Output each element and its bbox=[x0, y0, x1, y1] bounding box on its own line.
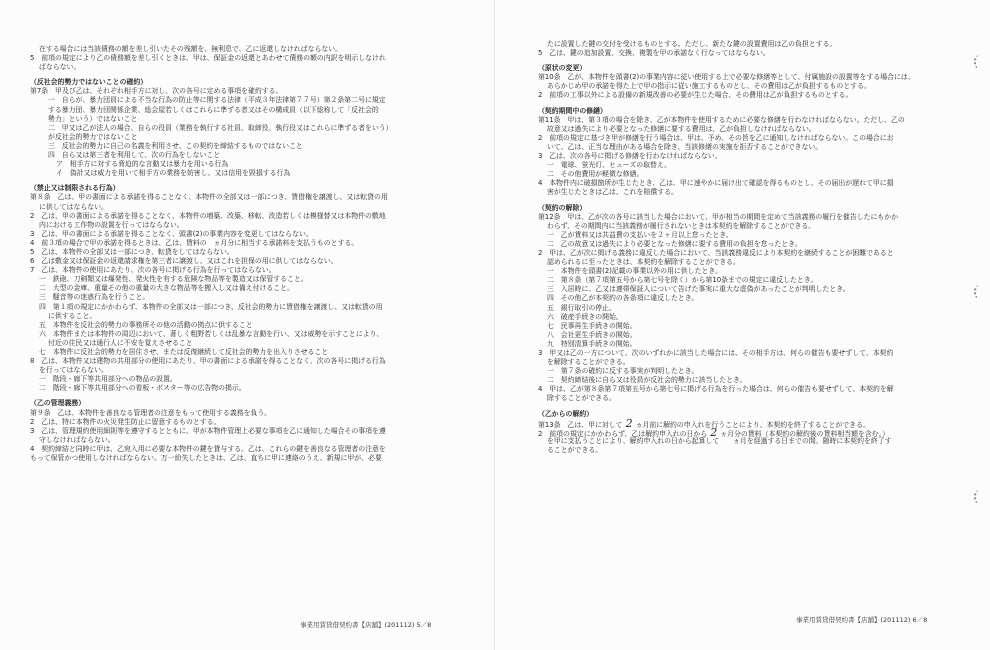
contract-text-line: ることができる。 bbox=[547, 445, 603, 454]
section-heading: （禁止又は制限される行為） bbox=[30, 184, 120, 193]
contract-text-line: 二 契約締結後に自ら又は役員が反社会的勢力に該当したとき。 bbox=[547, 376, 747, 385]
section-heading: （原状の変更） bbox=[538, 64, 587, 73]
contract-text-line: 一 本物件を頭書(2)記載の事業以外の用に供したとき。 bbox=[547, 267, 722, 276]
contract-text-line: 四 その他乙が本契約の各条項に違反したとき。 bbox=[547, 294, 699, 303]
article-13-line-1-pre: 第13条 乙は、甲に対して bbox=[538, 420, 623, 428]
contract-text-line: 2 前項の規定に基づき甲が修繕を行う場合は、甲は、予め、その旨を乙に通知しなければならない。この場合にお bbox=[538, 133, 894, 142]
contract-text-line: 三 騒音等の迷惑行為を行うこと。 bbox=[39, 293, 150, 302]
article-13-line-2 bbox=[538, 428, 978, 437]
handwritten-months-1: 2 bbox=[625, 418, 633, 428]
contract-text-line: 2 乙は、甲の書面による承諾を得ることなく、本物件の増築、改築、移転、改造若しくは模様替又は本物件の敷地 bbox=[30, 211, 386, 220]
contract-text-line: 二 第８条（第７項第五号から第七号を除く）から第10条までの規定に違反したとき。 bbox=[547, 276, 818, 285]
contract-text-line: 3 乙は、次の各号に掲げる修繕を行わなければならない。 bbox=[538, 152, 722, 161]
contract-text-line: 四 第１項の規定にかかわらず、本物件の全部又は一部につき、反社会的勢力に賃借権を譲渡し、又は転貸の用 bbox=[39, 302, 383, 311]
contract-text-line: 第11条 甲は、第３項の場合を除き、乙が本物件を使用するために必要な修繕を行わなければならない。ただし、乙の bbox=[538, 115, 905, 124]
contract-text-line: 九 特別清算手続きの開始。 bbox=[547, 339, 637, 348]
contract-text-line: イ 偽計又は威力を用いて相手方の業務を妨害し、又は信用を毀損する行為 bbox=[56, 169, 291, 178]
contract-text-line: 5 前項の規定により乙の債務額を差し引くときは、甲は、保証金の返還とあわせて債務の額の内訳を明示しなけれ bbox=[30, 54, 386, 63]
contract-text-line: 五 本物件を反社会的勢力の事務所その他の活動の拠点に供すること bbox=[39, 320, 253, 329]
contract-text-line: 4 本物件内に破損箇所が生じたとき、乙は、甲に速やかに届け出て確認を得るものとし、その届出が遅れて甲に損 bbox=[538, 179, 894, 188]
contract-text-line: 二 その他費用が軽微な修繕。 bbox=[547, 170, 644, 179]
contract-text-line: 四 自ら又は第三者を利用して、次の行為をしないこと bbox=[48, 151, 221, 160]
contract-text-line: 第12条 甲は、乙が次の各号に該当した場合において、甲が相当の期間を定めて当該義務の履行を催告したにもかか bbox=[538, 212, 899, 221]
contract-text-line: あらかじめ甲の承諾を得た上で甲の指示に従い施工するものとし、その費用は乙が負担するものとする。 bbox=[547, 82, 871, 91]
section-heading: （契約期間中の修繕） bbox=[538, 106, 607, 115]
contract-text-line: を行ってはならない。 bbox=[39, 366, 108, 375]
contract-text-line: 故意又は過失により必要となった修繕に要する費用は、乙が負担しなければならない。 bbox=[547, 124, 816, 133]
contract-text-line: 六 破産手続きの開始。 bbox=[547, 312, 623, 321]
contract-text-line: 第7条 甲及び乙は、それぞれ相手方に対し、次の各号に定める事項を確約する。 bbox=[30, 87, 283, 96]
contract-text-line: 守しなければならない。 bbox=[39, 435, 115, 444]
contract-text-line: 二 階段・廊下等共用部分への看板・ポスター等の広告物の掲示。 bbox=[39, 384, 246, 393]
contract-text-line: 2 前項の工事以外による設備の新規改善の必要が生じた場合、その費用は乙が負担するものとする。 bbox=[538, 91, 853, 100]
contract-text-line: 一 階段・廊下等共用部分への物品の設置。 bbox=[39, 375, 177, 384]
contract-text-line: 5 乙は、本物件の全部又は一部につき、転貸をしてはならない。 bbox=[30, 247, 234, 256]
handwritten-months-2: 2 bbox=[710, 427, 718, 437]
punch-hole-mark bbox=[974, 285, 986, 299]
contract-text-line: 第８条 乙は、甲の書面による承諾を得ることなく、本物件の全部又は一部につき、賃借権を譲渡し、又は転貸の用 bbox=[30, 193, 388, 202]
contract-text-line: 一 自らが、暴力団員による不当な行為の防止等に関する法律（平成３年法律第７７号）第２条第二号に規定 bbox=[48, 96, 386, 105]
contract-text-line: 二 乙の故意又は過失により必要となった修繕に要する費用の負担を怠ったとき。 bbox=[547, 239, 802, 248]
contract-text-line: に供すること。 bbox=[48, 311, 97, 320]
article-13-line-1-post: ヵ月前に解約の申入れを行うことにより、本契約を終了することができる。 bbox=[635, 420, 870, 428]
contract-text-line: に供してはならない。 bbox=[39, 202, 108, 211]
contract-text-line: 第10条 乙が、本物件を頭書(2)の事業内容に従い使用する上で必要な修繕等として、付属施設の設置等をする場合には、 bbox=[538, 73, 915, 82]
contract-text-line: ア 相手方に対する脅迫的な言動又は暴力を用いる行為 bbox=[56, 160, 229, 169]
contract-text-line: 一 鉄砲、刀剣類又は爆発性、発火性を有する危険な物品等を製造又は保管すること。 bbox=[39, 275, 308, 284]
right-page-body bbox=[538, 40, 978, 455]
left-page-body bbox=[30, 45, 470, 463]
article-13-line-1 bbox=[538, 419, 978, 428]
contract-text-line: 一 乙が賃料又は共益費の支払いを２ヶ月以上怠ったとき。 bbox=[547, 230, 733, 239]
contract-text-line: を解除することができる。 bbox=[547, 358, 630, 367]
contract-text-line: 4 甲は、乙が第８条第７項第五号から第七号に掲げる行為を行った場合は、何らの催告も要せずして、本契約を解 bbox=[538, 385, 894, 394]
contract-text-line: 三 入居時に、乙又は連帯保証人について告げた事実に重大な虚偽があったことが判明したとき。 bbox=[547, 285, 850, 294]
article-13-line-2-post: ヵ月分の賃料（本契約の解約後の賃料相当額を含む。） bbox=[720, 429, 890, 437]
contract-text-line: 2 甲は、乙が次に掲げる義務に違反した場合において、当該義務違反により本契約を継続することが困難であると bbox=[538, 248, 894, 257]
contract-text-line: 一 第７条の確約に反する事実が判明したとき。 bbox=[547, 367, 699, 376]
contract-text-line: 勢力」という）ではないこと bbox=[48, 114, 138, 123]
contract-text-line: いて、乙は、正当な理由がある場合を除き、当該修繕の実施を拒否することができない。 bbox=[547, 142, 823, 151]
contract-text-line: 在する場合には当該債務の額を差し引いたその残額を、無利息で、乙に返還しなければならない。 bbox=[39, 45, 343, 53]
contract-text-line: 一 電球、蛍光灯、ヒューズの取替え。 bbox=[547, 161, 672, 170]
contract-text-line: 付近の住民又は通行人に不安を覚えさせること bbox=[48, 338, 193, 347]
contract-text-line: 七 本物件に反社会的勢力を居住させ、または反復継続して反社会的勢力を出入りさせること bbox=[39, 348, 329, 356]
contract-text-line: もって保管かつ使用しなければならない。万一紛失したときは、乙は、直ちに甲に連絡のうえ、新規に甲が、必要 bbox=[30, 454, 382, 463]
article-13-tail bbox=[538, 437, 978, 455]
contract-text-line: 7 乙は、本物件の使用にあたり、次の各号に掲げる行為を行ってはならない。 bbox=[30, 266, 276, 275]
contract-text-line: 七 民事再生手続きの開始。 bbox=[547, 321, 637, 330]
contract-text-line: する暴力団、暴力団関係企業、総会屋若しくはこれらに準ずる者又はその構成員（以下総称して「反社会的 bbox=[48, 105, 379, 114]
contract-text-line: わらず、その期間内に当該義務が履行されないときは本契約を解除することができる。 bbox=[547, 221, 816, 230]
contract-text-line: 3 乙は、管理規約使用細則等を遵守するとともに、甲が本物件管理上必要な事項を乙に通知した場合その事項を遵 bbox=[30, 426, 386, 435]
contract-text-line: 害が生じたときは乙は、これを賠償する。 bbox=[547, 188, 678, 197]
contract-text-line: 6 乙は敷金又は保証金の返還請求権を第三者に譲渡し、又はこれを担保の用に供してはならない。 bbox=[30, 257, 338, 266]
section-heading: （契約の解除） bbox=[538, 203, 587, 212]
contract-text-line: 5 乙は、鍵の追加設置、交換、複製を甲の承諾なく行なってはならない。 bbox=[538, 49, 770, 58]
right-page-footer: 事業用賃貸借契約書【店舗】(201112) 6／8 bbox=[796, 616, 928, 624]
contract-text-line: 八 会社更生手続きの開始。 bbox=[547, 330, 637, 339]
contract-text-line: を甲に支払うことにより、解約申入れの日から起算して ヵ月を経過する日までの間、随時に本契約を終了す bbox=[547, 436, 892, 445]
contract-text-line: 認められるに至ったときは、本契約を解除することができる。 bbox=[547, 258, 740, 267]
contract-text-line: 二 大型の金庫、重量その他の重量の大きな物品等を搬入し又は備え付けること。 bbox=[39, 284, 294, 293]
contract-text-line: 除することができる。 bbox=[547, 394, 616, 403]
contract-text-line: ばならない。 bbox=[39, 63, 81, 72]
contract-text-line: 二 甲又は乙が法人の場合、自らの役員（業務を執行する社員、取締役、執行役又はこれらに準ずる者をいう） bbox=[48, 123, 393, 132]
right-page-lines bbox=[538, 40, 978, 419]
section-heading: （乙の管理義務） bbox=[30, 399, 86, 408]
contract-text-line: 2 乙は、特に本物件の火災発生防止に留意するものとする。 bbox=[30, 417, 221, 426]
contract-text-line: 五 銀行取引の停止。 bbox=[547, 303, 616, 312]
left-page-footer: 事業用賃貸借契約書【店舗】(201112) 5／8 bbox=[300, 621, 432, 629]
contract-text-line: が反社会的勢力ではないこと bbox=[48, 132, 138, 141]
punch-hole-mark bbox=[974, 55, 986, 69]
contract-text-line: 4 契約締結と同時に甲は、乙宛入用に必要な本物件の鍵を貸与する。乙は、これらの鍵を善良なる管理者の注意を bbox=[30, 444, 386, 453]
contract-text-line: 内における工作物の設置を行ってはならない。 bbox=[39, 220, 184, 229]
contract-text-line: 3 甲又は乙の一方について、次のいずれかに該当した場合には、その相手方は、何らの催告も要せずして、本契約 bbox=[538, 349, 894, 357]
contract-text-line: 8 乙は、本物件又は建物の共用部分の使用にあたり、甲の書面による承諾を得ることなく、次の各号に掲げる行為 bbox=[30, 357, 386, 366]
contract-text-line: たに設置した鍵の交付を受けるものとする。ただし、新たな鍵の設置費用は乙の負担とする。 bbox=[547, 40, 837, 48]
contract-text-line: 4 前３項の場合で甲の承諾を得るときは、乙は、賃料の ヵ月分に相当する承諾料を支払うものとする。 bbox=[30, 238, 359, 247]
contract-text-line: 三 反社会的勢力に自己の名義を利用させ、この契約を締結するものではないこと bbox=[48, 141, 303, 150]
contract-text-line: 3 乙は、甲の書面による承諾を得ることなく、頭書(2)の事業内容を変更してはならない。 bbox=[30, 229, 313, 238]
right-page bbox=[496, 0, 990, 650]
section-heading: （反社会的勢力ではないことの確約） bbox=[30, 78, 148, 87]
contract-text-line: 六 本物件または本物件の周辺において、著しく粗野若しくは乱暴な言動を行い、又は威勢を示すことにより、 bbox=[39, 329, 384, 338]
section-heading: （乙からの解約） bbox=[538, 409, 594, 418]
punch-hole-mark bbox=[974, 490, 986, 504]
article-13-line-2-pre: 2 前項の規定にかかわらず、乙は解約申入れの日から bbox=[538, 429, 708, 437]
contract-text-line: 第９条 乙は、本物件を善良なる管理者の注意をもって使用する義務を負う。 bbox=[30, 408, 272, 417]
